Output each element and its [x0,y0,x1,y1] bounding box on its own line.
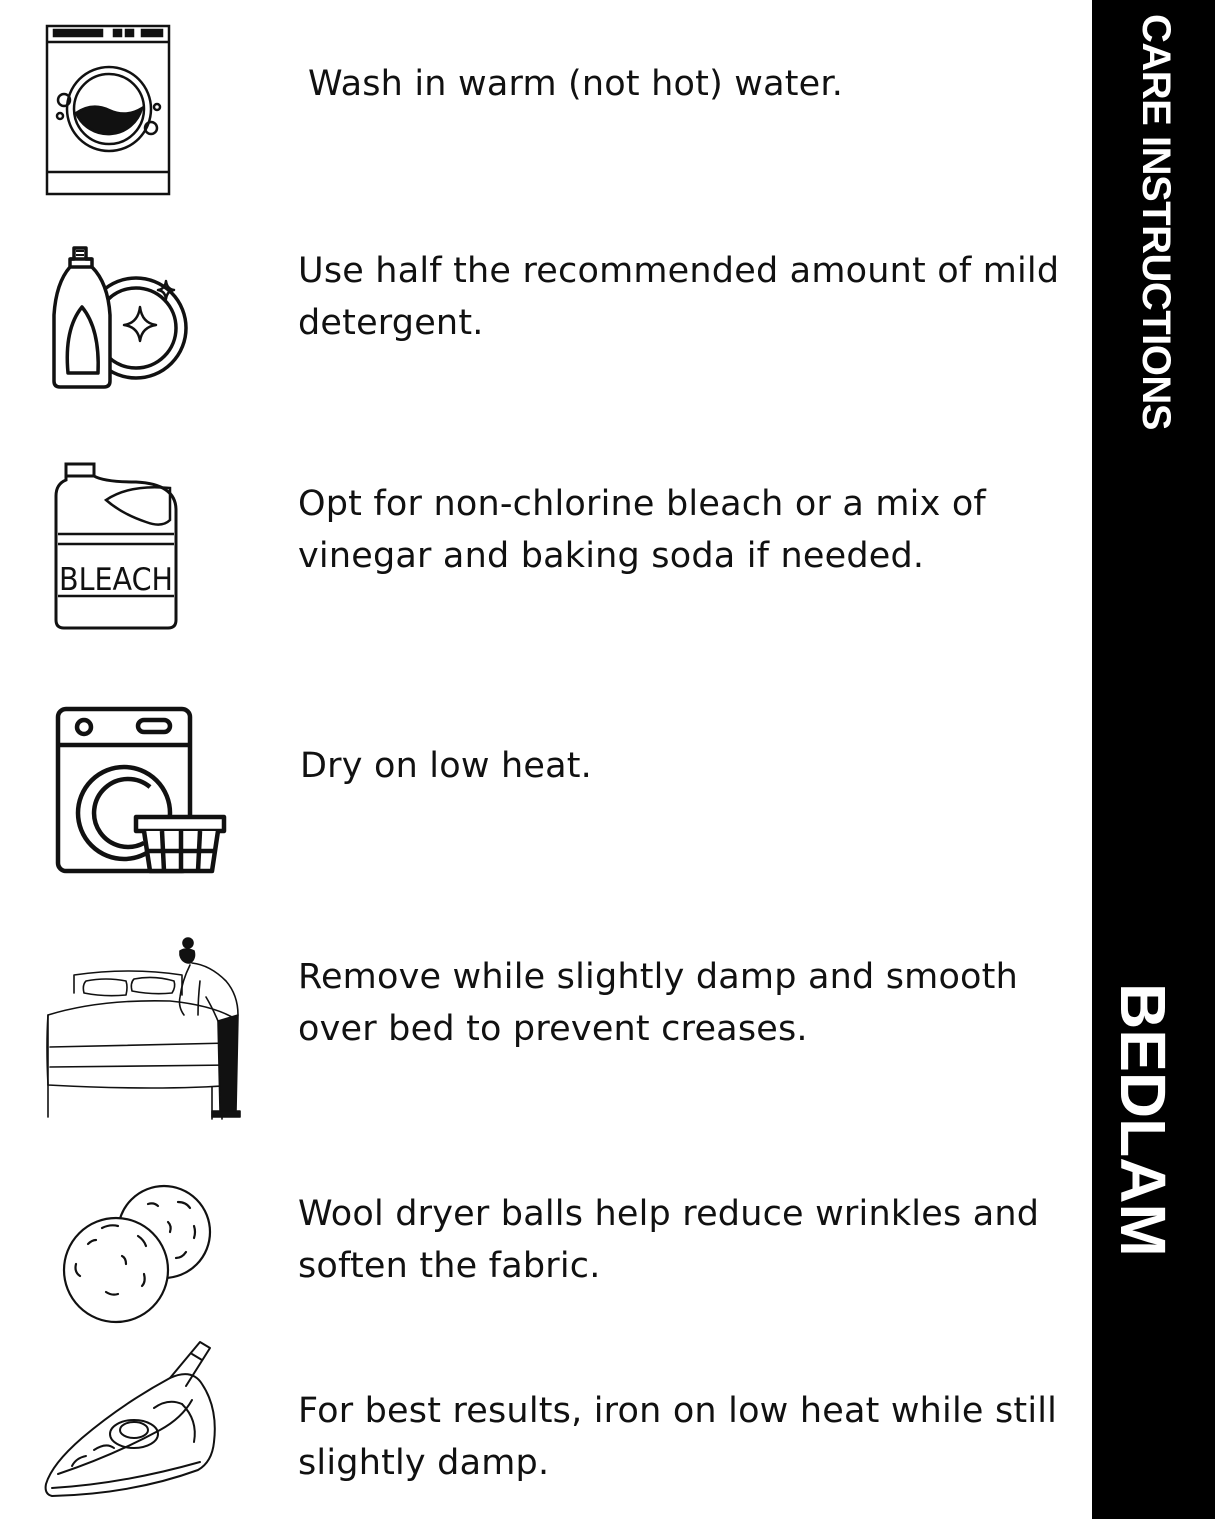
care-item-text: Wash in warm (not hot) water. [308,64,844,104]
care-item-text: Use half the recommended amount of mild detergent. [298,251,1060,343]
brand-name: BEDLAM [1107,983,1179,1257]
person-making-bed-icon [40,935,240,1125]
care-instructions-heading: CARE INSTRUCTIONS [1134,14,1178,430]
care-item-text: Remove while slightly damp and smooth over bed to prevent creases. [298,957,1018,1049]
care-item-text: Wool dryer balls help reduce wrinkles and soften the fabric. [298,1194,1040,1286]
washing-machine-icon [40,22,240,200]
wool-dryer-balls-icon [50,1180,250,1325]
detergent-bottle-icon [40,245,240,395]
care-item-text: Opt for non-chlorine bleach or a mix of vinegar and baking soda if needed. [298,484,986,576]
bleach-jug-icon [40,462,240,632]
bleach-label: BLEACH [59,562,173,598]
clothes-iron-icon [42,1338,242,1498]
dryer-basket-icon [40,705,240,877]
care-item-text: For best results, iron on low heat while still slightly damp. [298,1391,1058,1483]
care-item-text: Dry on low heat. [300,746,593,786]
